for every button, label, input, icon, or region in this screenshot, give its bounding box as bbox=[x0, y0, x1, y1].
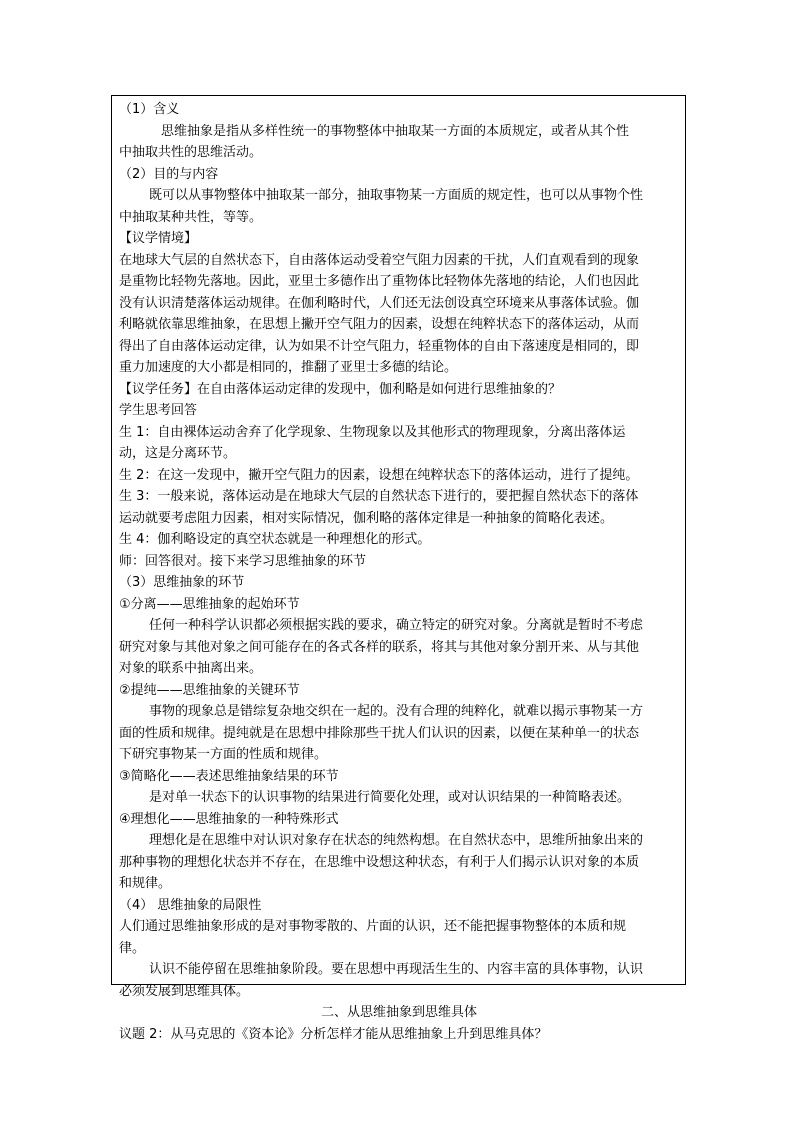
text-line: 动，这是分离环节。 bbox=[119, 446, 237, 461]
text-line: 研究对象与其他对象之间可能存在的各式各样的联系，将其与其他对象分割开来、从与其他 bbox=[119, 639, 640, 655]
text-line: 中抽取某种共性，等等。 bbox=[119, 209, 263, 225]
text-line: 中抽取共性的思维活动。 bbox=[119, 145, 263, 160]
text-line: 生 2：在这一发现中，撇开空气阻力的因素，设想在纯粹状态下的落体运动，进行了提纯。 bbox=[119, 467, 639, 483]
text-line: ③简略化——表述思维抽象结果的环节 bbox=[119, 768, 339, 784]
text-line: 利略就依靠思维抽象，在思想上撇开空气阻力的因素，设想在纯粹状态下的落体运动，从而 bbox=[119, 317, 640, 332]
text-line: 事物的现象总是错综复杂地交织在一起的。没有合理的纯粹化，就难以揭示事物某一方 bbox=[149, 704, 644, 719]
content-table-cell bbox=[111, 95, 686, 1042]
text-line: ①分离——思维抽象的起始环节 bbox=[119, 596, 300, 612]
text-line: 议题 2：从马克思的《资本论》分析怎样才能从思维抽象上升到思维具体？ bbox=[119, 1026, 548, 1042]
text-line: 任何一种科学认识都必须根据实践的要求，确立特定的研究对象。分离就是暂时不考虑 bbox=[149, 618, 644, 633]
text-line: ②提纯——思维抽象的关键环节 bbox=[119, 682, 300, 698]
text-line: 理想化是在思维中对认识对象存在状态的纯然构想。在自然状态中，思维所抽象出来的 bbox=[149, 833, 644, 848]
text-line: 既可以从事物整体中抽取某一部分，抽取事物某一方面质的规定性，也可以从事物个性 bbox=[149, 188, 644, 203]
text-line: 思维抽象是指从多样性统一的事物整体中抽取某一方面的本质规定，或者从其个性 bbox=[161, 123, 630, 139]
text-line: （4） 思维抽象的局限性 bbox=[119, 897, 262, 913]
text-line: 师：回答很对。接下来学习思维抽象的环节 bbox=[119, 553, 367, 569]
text-line: 认识不能停留在思维抽象阶段。要在思想中再现活生生的、内容丰富的具体事物，认识 bbox=[149, 962, 644, 977]
text-line: （1）含义 bbox=[119, 102, 180, 117]
text-line: 和规律。 bbox=[119, 876, 172, 891]
text-line: 【议学任务】在自由落体运动定律的发现中，伽利略是如何进行思维抽象的？ bbox=[119, 381, 562, 397]
text-line: 重力加速度的大小都是相同的，推翻了亚里士多德的结论。 bbox=[119, 360, 458, 375]
text-line: 下研究事物某一方面的性质和规律。 bbox=[119, 747, 328, 762]
text-line: 面的性质和规律。提纯就是在思想中排除那些干扰人们认识的因素，以便在某种单一的状态 bbox=[119, 725, 640, 741]
text-line: 对象的联系中抽离出来。 bbox=[119, 661, 263, 676]
text-line: 人们通过思维抽象形成的是对事物零散的、片面的认识，还不能把握事物整体的本质和规 bbox=[119, 919, 627, 934]
text-line: 那种事物的理想化状态并不存在，在思维中设想这种状态，有利于人们揭示认识对象的本质 bbox=[119, 854, 640, 870]
text-line: 运动就要考虑阻力因素，相对实际情况，伽利略的落体定律是一种抽象的简略化表述。 bbox=[119, 510, 614, 526]
text-line: 是对单一状态下的认识事物的结果进行简要化处理，或对认识结果的一种简略表述。 bbox=[149, 790, 631, 805]
text-line: （3）思维抽象的环节 bbox=[119, 575, 245, 590]
text-line: 是重物比轻物先落地。因此，亚里士多德作出了重物体比轻物体先落地的结论，人们也因此 bbox=[119, 274, 640, 289]
text-line: 学生思考回答 bbox=[119, 403, 198, 418]
text-line: 必须发展到思维具体。 bbox=[119, 983, 250, 999]
text-line: 生 3：一般来说，落体运动是在地球大气层的自然状态下进行的，要把握自然状态下的落体 bbox=[119, 489, 639, 504]
text-line: 【议学情境】 bbox=[119, 231, 198, 246]
section-heading: 二、从思维抽象到思维具体 bbox=[320, 1005, 477, 1020]
text-line: 律。 bbox=[119, 940, 146, 956]
text-line: （2）目的与内容 bbox=[119, 166, 219, 182]
text-line: 得出了自由落体运动定律，认为如果不计空气阻力，轻重物体的自由下落速度是相同的，即 bbox=[119, 338, 640, 354]
text-line: 生 1：自由裸体运动舍弃了化学现象、生物现象以及其他形式的物理现象，分离出落体运 bbox=[119, 424, 626, 440]
text-line: 生 4：伽利略设定的真空状态就是一种理想化的形式。 bbox=[119, 532, 431, 547]
text-line: 没有认识清楚落体运动规律。在伽利略时代，人们还无法创设真空环境来从事落体试验。伽 bbox=[119, 295, 640, 311]
text-line: ④理想化——思维抽象的一种特殊形式 bbox=[119, 811, 339, 827]
text-line: 在地球大气层的自然状态下，自由落体运动受着空气阻力因素的干扰，人们直观看到的现象 bbox=[119, 252, 640, 268]
